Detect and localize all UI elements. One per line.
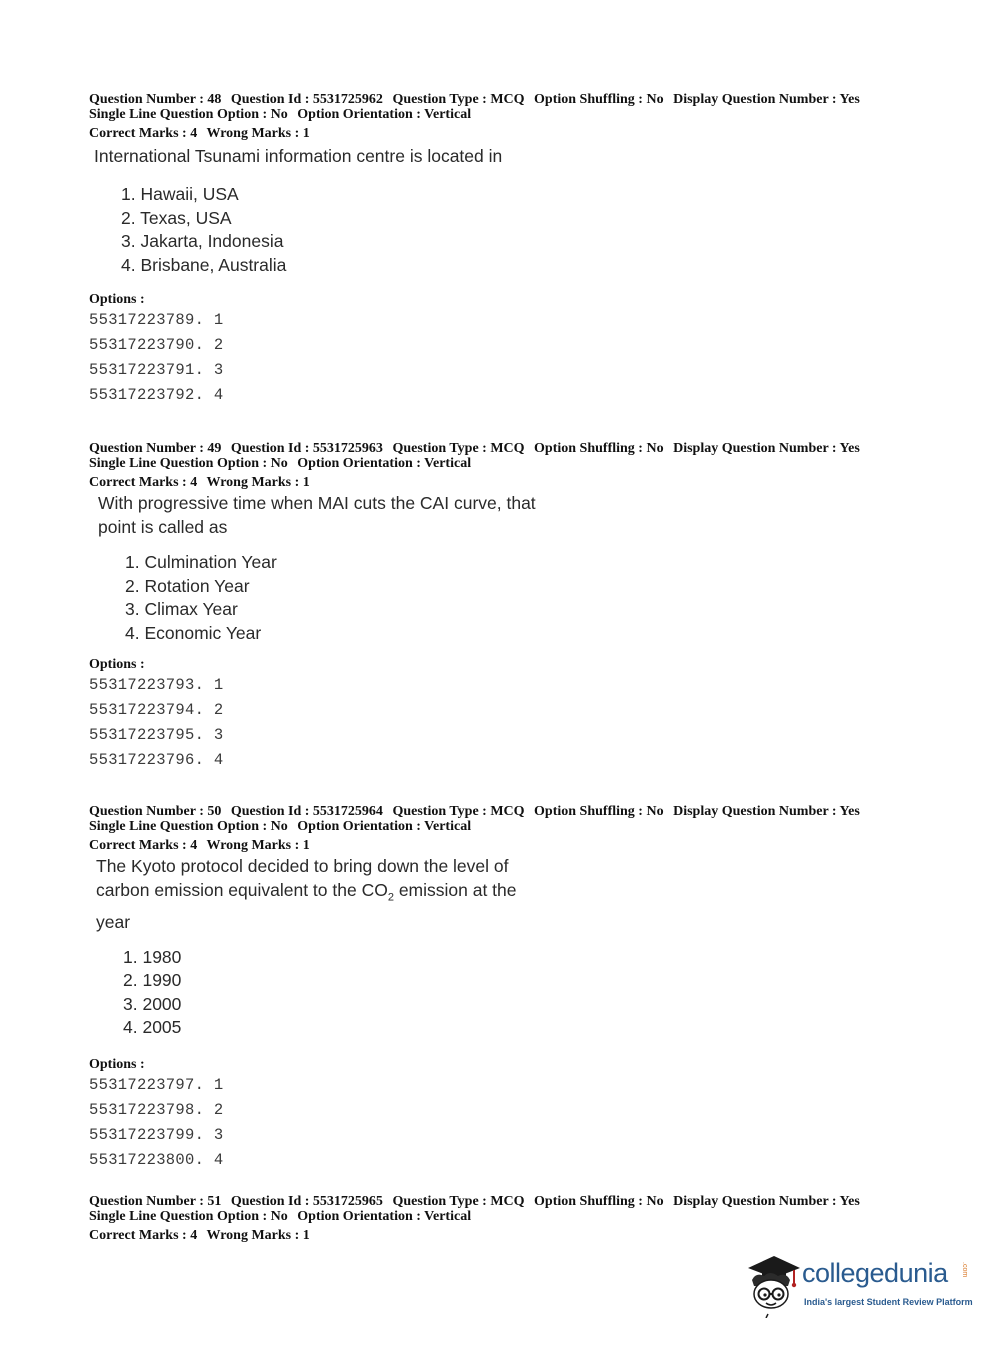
options-label: Options :	[89, 292, 145, 307]
option-orientation: Option Orientation : Vertical	[297, 819, 472, 834]
logo-wordmark: collegedunia	[802, 1258, 948, 1288]
question-id: Question Id : 5531725962	[230, 92, 383, 107]
question-block-48	[89, 92, 929, 408]
marks-line	[89, 1228, 929, 1243]
option-id: 55317223791. 3	[89, 361, 224, 379]
display-question-number: Display Question Number : Yes	[673, 1194, 860, 1209]
question-block-50	[89, 804, 929, 1173]
correct-marks: Correct Marks : 4	[89, 475, 198, 490]
answer-choice: 1. Hawaii, USA	[121, 184, 239, 204]
option-orientation: Option Orientation : Vertical	[297, 107, 472, 122]
question-meta-line-1	[89, 804, 929, 819]
answer-choice: 1. 1980	[123, 946, 182, 967]
answer-choices	[125, 551, 929, 645]
answer-choices	[121, 183, 929, 277]
collegedunia-logo	[742, 1250, 972, 1320]
single-line-option: Single Line Question Option : No	[89, 1209, 288, 1224]
answer-choice: 3. 2000	[123, 993, 182, 1014]
option-id: 55317223795. 3	[89, 726, 224, 744]
display-question-number: Display Question Number : Yes	[673, 441, 860, 456]
marks-line	[89, 475, 929, 490]
question-block-51	[89, 1194, 929, 1243]
question-meta-line-2	[89, 107, 929, 122]
question-type: Question Type : MCQ	[392, 441, 525, 456]
display-question-number: Display Question Number : Yes	[673, 804, 860, 819]
question-block-49	[89, 441, 929, 773]
option-id: 55317223800. 4	[89, 1150, 224, 1169]
question-meta-line-1	[89, 1194, 929, 1209]
option-orientation: Option Orientation : Vertical	[297, 456, 472, 471]
option-id: 55317223796. 4	[89, 751, 224, 769]
question-stem	[96, 854, 536, 934]
answer-choice: 1. Culmination Year	[125, 552, 277, 572]
question-id: Question Id : 5531725963	[230, 441, 383, 456]
question-number: Question Number : 48	[89, 92, 222, 107]
question-type: Question Type : MCQ	[392, 804, 525, 819]
question-number: Question Number : 51	[89, 1194, 222, 1209]
marks-line	[89, 838, 929, 853]
option-id: 55317223792. 4	[89, 386, 224, 404]
option-id: 55317223793. 1	[89, 676, 224, 694]
question-stem: With progressive time when MAI cuts the CAI curve, that point is called as	[98, 493, 536, 537]
question-meta-line-1	[89, 92, 929, 107]
options-label: Options :	[89, 1056, 145, 1072]
answer-choice: 3. Jakarta, Indonesia	[121, 231, 284, 251]
option-id: 55317223799. 3	[89, 1125, 224, 1144]
display-question-number: Display Question Number : Yes	[673, 92, 860, 107]
option-shuffling: Option Shuffling : No	[534, 92, 664, 107]
question-meta-line-2	[89, 819, 929, 834]
logo-tagline: India's largest Student Review Platform	[804, 1297, 973, 1307]
marks-line	[89, 126, 929, 141]
question-stem: International Tsunami information centre is located in	[94, 146, 503, 166]
single-line-option: Single Line Question Option : No	[89, 456, 288, 471]
stem-text: emission at the year	[96, 880, 517, 932]
question-number: Question Number : 50	[89, 804, 222, 819]
option-shuffling: Option Shuffling : No	[534, 441, 664, 456]
answer-choice: 4. Economic Year	[125, 622, 262, 643]
subscript-text: 2	[387, 891, 394, 904]
wrong-marks: Wrong Marks : 1	[206, 126, 310, 141]
mascot-graduation-cap-icon	[742, 1250, 802, 1318]
question-type: Question Type : MCQ	[392, 92, 525, 107]
answer-choice: 2. Texas, USA	[121, 207, 232, 228]
question-meta-line-2	[89, 456, 929, 471]
answer-choice: 2. Rotation Year	[125, 575, 250, 596]
question-id: Question Id : 5531725964	[230, 804, 383, 819]
correct-marks: Correct Marks : 4	[89, 126, 198, 141]
answer-choice: 2. 1990	[123, 970, 182, 990]
question-number: Question Number : 49	[89, 441, 222, 456]
question-type: Question Type : MCQ	[392, 1194, 525, 1209]
option-shuffling: Option Shuffling : No	[534, 1194, 664, 1209]
single-line-option: Single Line Question Option : No	[89, 107, 288, 122]
option-id: 55317223797. 1	[89, 1075, 224, 1094]
option-id: 55317223790. 2	[89, 336, 224, 354]
single-line-option: Single Line Question Option : No	[89, 819, 288, 834]
question-meta-line-2	[89, 1209, 929, 1224]
stem-text: The Kyoto protocol decided to bring down the level of carbon emission equivalent to the CO	[96, 856, 509, 900]
logo-domain-suffix: .com	[961, 1262, 968, 1278]
option-id: 55317223798. 2	[89, 1100, 224, 1119]
correct-marks: Correct Marks : 4	[89, 1228, 198, 1243]
option-id: 55317223794. 2	[89, 701, 224, 719]
option-shuffling: Option Shuffling : No	[534, 804, 664, 819]
option-id: 55317223789. 1	[89, 311, 224, 329]
wrong-marks: Wrong Marks : 1	[206, 838, 310, 853]
answer-choice: 4. Brisbane, Australia	[121, 254, 287, 275]
answer-choice: 3. Climax Year	[125, 599, 238, 619]
wrong-marks: Wrong Marks : 1	[206, 475, 310, 490]
answer-choice: 4. 2005	[123, 1017, 182, 1037]
option-orientation: Option Orientation : Vertical	[297, 1209, 472, 1224]
options-label: Options :	[89, 657, 145, 672]
answer-choices	[123, 946, 929, 1040]
question-id: Question Id : 5531725965	[230, 1194, 383, 1209]
wrong-marks: Wrong Marks : 1	[206, 1228, 310, 1243]
question-meta-line-1	[89, 441, 929, 456]
correct-marks: Correct Marks : 4	[89, 838, 198, 853]
